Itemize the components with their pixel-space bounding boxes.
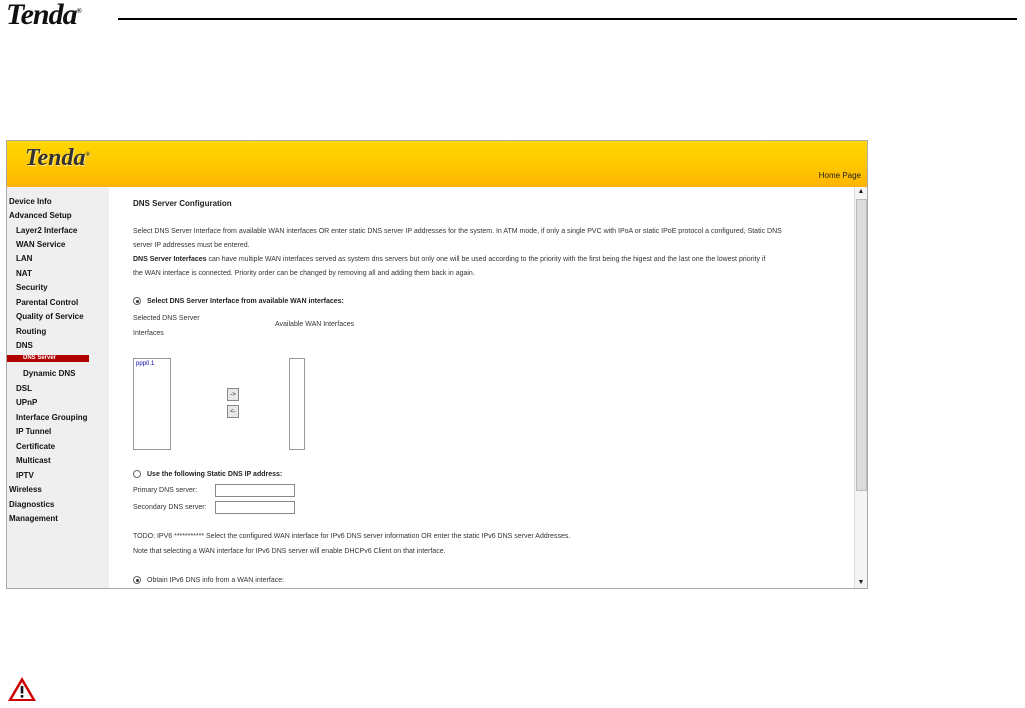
- primary-dns-input[interactable]: [215, 484, 295, 497]
- sidebar-item-quality-of-service[interactable]: Quality of Service: [16, 312, 84, 321]
- list-item[interactable]: ppp0.1: [136, 361, 155, 367]
- sidebar-item-dynamic-dns[interactable]: Dynamic DNS: [23, 369, 76, 378]
- scroll-up-arrow-icon[interactable]: ▲: [857, 188, 865, 195]
- sidebar-item-dns-server[interactable]: DNS Server: [6, 355, 89, 362]
- selected-interfaces-label: Interfaces: [133, 330, 164, 337]
- router-ui-screenshot: [6, 140, 868, 589]
- document-logo: Tenda®: [6, 0, 81, 31]
- sidebar-item-routing[interactable]: Routing: [16, 327, 47, 336]
- sidebar-item-dsl[interactable]: DSL: [16, 384, 32, 393]
- sidebar-item-nat[interactable]: NAT: [16, 269, 32, 278]
- sidebar-item-ip-tunnel[interactable]: IP Tunnel: [16, 427, 52, 436]
- banner-logo: Tenda®: [25, 145, 90, 171]
- secondary-dns-input[interactable]: [215, 501, 295, 514]
- scrollbar-thumb[interactable]: [856, 199, 867, 491]
- page-title: DNS Server Configuration: [133, 199, 232, 208]
- sidebar-item-parental-control[interactable]: Parental Control: [16, 298, 79, 307]
- primary-dns-label: Primary DNS server:: [133, 487, 198, 494]
- description-line: server IP addresses must be entered.: [133, 242, 250, 249]
- option-ipv6-wan[interactable]: Obtain IPv6 DNS info from a WAN interface:: [133, 576, 284, 584]
- add-interface-button[interactable]: ->: [227, 388, 239, 401]
- sidebar-item-dns[interactable]: DNS: [16, 341, 33, 350]
- sidebar-item-management[interactable]: Management: [9, 514, 58, 523]
- sidebar-item-device-info[interactable]: Device Info: [9, 197, 52, 206]
- selected-interfaces-label: Selected DNS Server: [133, 315, 200, 322]
- description-line: the WAN interface is connected. Priority order can be changed by removing all and adding them back in again.: [133, 270, 475, 277]
- home-page-link[interactable]: Home Page: [818, 171, 861, 180]
- scroll-down-arrow-icon[interactable]: ▼: [857, 579, 865, 586]
- sidebar-menu: [7, 187, 109, 588]
- sidebar-item-security[interactable]: Security: [16, 283, 48, 292]
- sidebar-item-upnp[interactable]: UPnP: [16, 398, 38, 407]
- todo-ipv6-text: TODO: IPV6 *********** Select the configured WAN interface for IPv6 DNS server information OR enter the static IPv6 DNS server Addresses.: [133, 533, 571, 540]
- description-line: Select DNS Server Interface from available WAN interfaces OR enter static DNS server IP addresses for the system. In ATM mode, if only a single PVC with IPoA or static IPoE protocol a configured, Static DNS: [133, 228, 782, 235]
- banner: [7, 141, 867, 187]
- available-interfaces-label: Available WAN Interfaces: [275, 321, 354, 328]
- sidebar-item-diagnostics[interactable]: Diagnostics: [9, 500, 55, 509]
- vertical-scrollbar[interactable]: [854, 187, 867, 588]
- option-wan-interface[interactable]: Select DNS Server Interface from available WAN interfaces:: [133, 297, 344, 305]
- selected-interfaces-list[interactable]: [133, 358, 171, 450]
- header-rule: [118, 18, 1017, 20]
- secondary-dns-label: Secondary DNS server:: [133, 504, 207, 511]
- remove-interface-button[interactable]: <-: [227, 405, 239, 418]
- sidebar-item-interface-grouping[interactable]: Interface Grouping: [16, 413, 88, 422]
- sidebar-item-advanced-setup[interactable]: Advanced Setup: [9, 211, 72, 220]
- sidebar-item-iptv[interactable]: IPTV: [16, 471, 34, 480]
- radio-wan-interface[interactable]: [133, 297, 141, 305]
- sidebar-item-layer2-interface[interactable]: Layer2 Interface: [16, 226, 78, 235]
- option-static-dns[interactable]: Use the following Static DNS IP address:: [133, 470, 282, 478]
- description-line: DNS Server Interfaces can have multiple WAN interfaces served as system dns servers but only one will be used according to the priority with the first being the higest and the last one the lowest priority if: [133, 256, 766, 263]
- sidebar-item-certificate[interactable]: Certificate: [16, 442, 56, 451]
- note-text: Note that selecting a WAN interface for IPv6 DNS server will enable DHCPv6 Client on that interface.: [133, 548, 446, 555]
- sidebar-item-lan[interactable]: LAN: [16, 254, 33, 263]
- available-interfaces-list[interactable]: [289, 358, 305, 450]
- main-content: [109, 187, 855, 588]
- sidebar-item-wan-service[interactable]: WAN Service: [16, 240, 66, 249]
- sidebar-item-multicast[interactable]: Multicast: [16, 456, 51, 465]
- radio-ipv6-wan[interactable]: [133, 576, 141, 584]
- radio-static-dns[interactable]: [133, 470, 141, 478]
- warning-triangle-icon: [7, 676, 37, 702]
- sidebar-item-wireless[interactable]: Wireless: [9, 485, 42, 494]
